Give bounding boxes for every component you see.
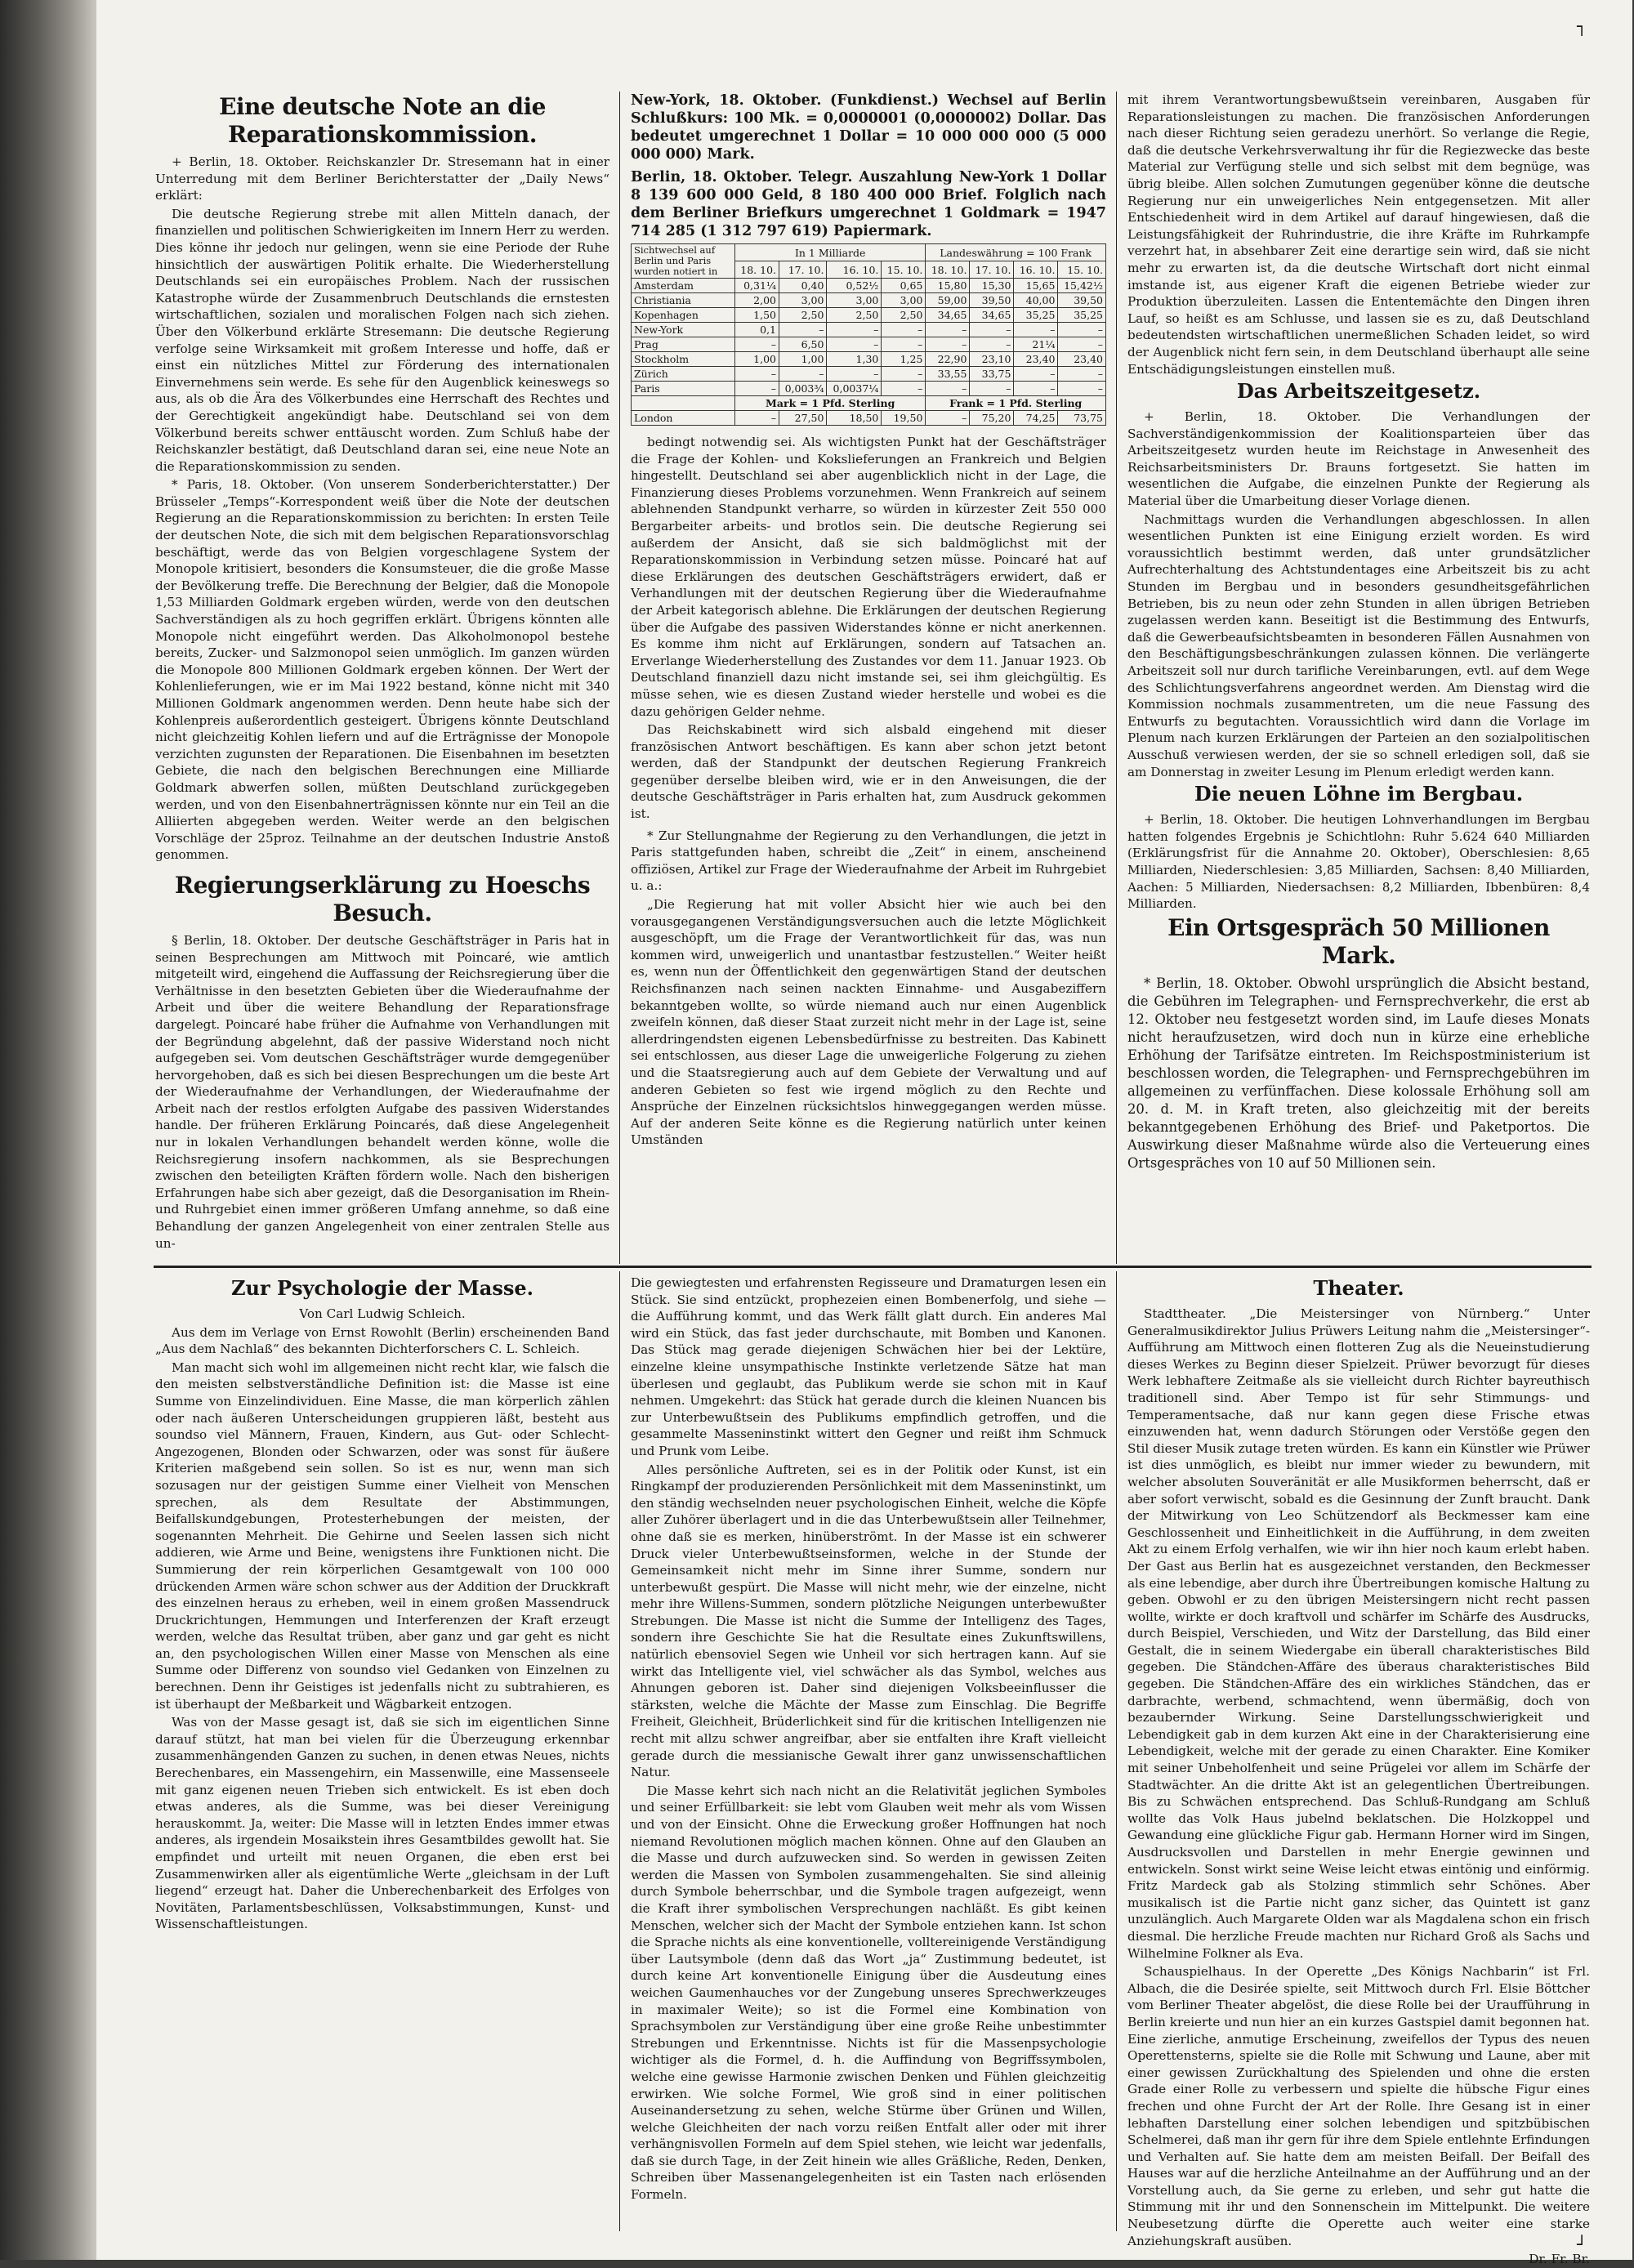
article-paragraph: + Berlin, 18. Oktober. Die heutigen Lohnverhandlungen im Bergbau hatten folgendes Ergebnis je Schichtlohn: Ruhr 5.624 640 Milliarden (Erklärungsfrist für die Annahme 20. Oktober), Oberschlesien: 8,65 Milliarden, Niederschlesien: 3,85 Milliarden, Sachsen: 8,40 Milliarden, Aachen: 5 Milliarden, Niedersachsen: 8,2 Milliarden, Ibbenbüren: 8,4 Milliarden. [1127,812,1590,912]
table-cell: – [827,337,882,352]
table-cell: 27,50 [779,411,827,426]
table-header-place: Sichtwechsel auf Berlin und Paris wurden notiert in [632,244,735,279]
article-paragraph: Stadttheater. „Die Meistersinger von Nürnberg.“ Unter Generalmusikdirektor Julius Prüwers Leitung nahm die „Meistersinger“-Aufführung am Mittwoch einen flotteren Zug als die Neueinstudierung dieses Werkes zu Beginn dieser Spielzeit. Prüwer bevorzugt für dieses Werk lebhaftere Zeitmaße als sie vielleicht durch Richter bayreuthisch traditionell sind. Aber Tempo ist für sehr Stimmungs- und Temperamentsache, daß nur kann gegen diese Frische etwas einzuwenden hat, wenn dadurch Störungen oder Verstöße gegen den Stil dieser Musik zutage treten würden. Es kann ein Künstler wie Prüwer ist dies unmöglich, es bleibt nur immer wieder zu bewundern, mit welcher absoluten Souveränität er alle Musikformen beherrscht, daß er aber sofort verwischt, sobald es die Gesinnung der Zunft braucht. Dank der Mitwirkung von Leo Schützendorf als Beckmesser kam eine Geschlossenheit und Einheitlichkeit in die Aufführung, in dem zweiten Akt zu einem Erfolg verhalfen, wie wir ihn hier noch kaum erlebt haben. Der Gast aus Berlin hat es ausgezeichnet verstanden, den Beckmesser als eine lebendige, aber durch ihre Übertreibungen komische Haltung zu geben. Obwohl er zu den übrigen Meistersingern nicht recht passen wollte, wirkte er doch kraftvoll und schärfer im Schärfe des Ausdrucks, durch Beispiel, Verschieden, und Witz der Darstellung, das Bild einer Gestalt, die in seinem Wiedergabe ein überall charakteristisches Bild gegeben. Die Ständchen-Affäre des überaus charakteristisches Bild gegeben. Die Ständchen-Affäre des ein wirkliches Ständchen, das er darbrachte, werbend, schmachtend, wenn übermäßig, doch von bezaubernder Wirkung. Seine Darstellungsschwierigkeit und Lebendigkeit gab in dem kurzen Akt eine in der Charakterisierung eine Lebendigkeit, welche mit der gerade zu einen Charakter. Eine Komiker mit seiner Unbeholfenheit und seine Prügelei vor allem im Schärfe der Stadtwächter. An die dritte Akt ist an gelegentlichen Übertreibungen. Bis zu Schwächen entsprechend. Das Schluß-Rundgang am Schluß wollte das Volk Haus jubelnd beklatschen. Die Holzkoppel und Gewandung eine glückliche Figur gab. Hermann Horner wird im Singen, Ausdrucksvollen und Darstellen in mehr Energie gewinnen und entwickeln. Sonst wirkt seine Weise leicht etwas eintönig und einförmig. Fritz Mardeck gab als Stolzing stimmlich sehr Schönes. Aber musikalisch ist die Partie nicht ganz sicher, das Quintett ist ganz unzulänglich. Auch Margarete Olden war als Magdalena schon ein frisch diesmal. Die herzliche Freude machten nur Richard Groß als Sachs und Wilhelmine Folkner als Eva. [1127,1306,1590,1961]
feuilleton-divider [154,1266,1592,1268]
table-cell: 40,00 [1014,293,1058,308]
headline-working-hours: Das Arbeitszeitgesetz. [1236,379,1481,404]
article-paragraph: * Paris, 18. Oktober. (Von unserem Sonderberichterstatter.) Der Brüsseler „Temps“-Korrespondent weiß über die Note der deutschen Regierung an die Reparationskommission zu berichten: In ersten Teile der deutschen Note, die sich mit dem belgischen Reparationsvorschlag beschäftigt, werde das von Belgien vorgeschlagene System der Monopole kritisiert, besonders die Konsumsteuer, die die große Masse der Bevölkerung treffe. Die Berechnung der Belgier, daß die Monopole 1,53 Milliarden Goldmark ergeben würden, werde von den deutschen Sachverständigen als zu hoch gegriffen erklärt. Übrigens könnten alle Monopole nicht eingeführt werden. Das Alkoholmonopol bestehe bereits, Zucker- und Salzmonopol seien unmöglich. Im ganzen würden die Monopole 800 Millionen Goldmark ergeben können. Der Wert der Kohlenlieferungen, wie er im Mai 1922 bestand, könne nicht mit 340 Millionen Goldmark angenommen werden. Denn heute habe sich der Kohlenpreis außerordentlich gesteigert. Übrigens könnte Deutschland nicht gleichzeitig Kohlen liefern und auf die Erträgnisse der Monopole verzichten zugunsten der Reparationen. Die Eisenbahnen im besetzten Gebiete, die nach den belgischen Berechnungen eine Milliarde Goldmark abwerfen sollen, müßten Deutschland zurückgegeben werden, und von den Eisenbahnerträgnissen könnte nur ein Teil an die Alliierten abgegeben werden. Weiter werde an den belgischen Vorschläge der 25proz. Teilnahme an der deutschen Industrie Anstoß genommen. [155,477,609,863]
table-cell: 0,0037¼ [827,382,882,396]
column-1-politics [155,92,609,1261]
table-cell: – [735,382,779,396]
table-header-frank: Frank = 1 Pfd. Sterling [926,396,1106,411]
table-cell: 1,00 [735,352,779,367]
table-cell: Christiania [632,293,735,308]
table-cell: 19,50 [882,411,926,426]
article-paragraph: Nachmittags wurden die Verhandlungen abgeschlossen. In allen wesentlichen Punkten ist eine Einigung erzielt worden. Es wird voraussichtlich bestimmt werden, daß unter grundsätzlicher Aufrechterhaltung des Achtstundentages eine Arbeitszeit bis zu acht Stunden im Bergbau und in besonders gesundheitsgefährlichen Betrieben, bis zu neun oder zehn Stunden in allen übrigen Betrieben zugelassen werden kann. Beseitigt ist die Bestimmung des Entwurfs, daß die Gewerbeaufsichtsbeamten in besonderen Fällen Ausnahmen von den Beschäftigungsbeschränkungen zulassen können. Die verlängerte Arbeitszeit soll nur durch tarifliche Vereinbarungen, evtl. auf dem Wege des Schlichtungsverfahrens angeordnet werden. Am Dienstag wird die Kommission nochmals zusammentreten, um die neue Fassung des Entwurfs zu begutachten. Voraussichtlich wird dann die Vorlage im Plenum nach kurzen Erklärungen der Parteien an den sozialpolitischen Ausschuß verwiesen werden, der sie so schnell erledigen soll, daß sie am Donnerstag in zweiter Lesung im Plenum erledigt werden kann. [1127,511,1590,779]
article-paragraph: + Berlin, 18. Oktober. Reichskanzler Dr. Stresemann hat in einer Unterredung mit dem Berliner Berichterstatter der „Daily News“ erklärt: [155,154,609,203]
table-cell: 23,10 [970,352,1014,367]
table-cell: Stockholm [632,352,735,367]
table-cell: 35,25 [1058,308,1106,323]
column-rule-4 [1116,1271,1117,2231]
article-paragraph: Alles persönliche Auftreten, sei es in der Politik oder Kunst, ist ein Ringkampf der produzierenden Persönlichkeit mit dem Masseninstinkt, um den ständig wechselnden neuer psychologischen Einheit, welche die Köpfe aller Zuhörer überlagert und in die das Unterbewußtsein aller Teilnehmer, ohne daß sie es merken, hinüberströmt. In der Masse ist ein schwerer Druck vieler Unterbewußtseinsformen, welche in der Stunde der Gemeinsamkeit nicht mehr im Sinne ihrer Summe, sondern nur unterbewußt gespürt. Die Masse will nicht mehr, wie der einzelne, nicht mehr ihre Willens-Summen, sondern plötzliche Neigungen unterbewußter Strebungen. Die Masse ist nicht die Summe der Intelligenz des Tages, sondern ihre Geschichte Sie hat die Resultate eines Zukunftswillens, natürlich ebensoviel Segen wie Unheil vor sich hertragen kann. Auf sie wirkt das Intelligente viel, viel schwächer als das Symbol, welches aus Ahnungen geboren ist. Daher sind diejenigen Volksbeeinflusser die stärksten, welche die Mächte der Masse zum Einschlag. Die Begriffe Freiheit, Gleichheit, Brüderlichkeit sind für die kritischen Intelligenzen nie recht mit allzu schwer angreifbar, aber sie entfalten ihre Kraft vielleicht gerade durch die messianische Gewalt ihrer ganz unwissenschaftlichen Natur. [631,1462,1106,1780]
article-paragraph: Die gewiegtesten und erfahrensten Regisseure und Dramaturgen lesen ein Stück. Sie sind entzückt, prophezeien einen Bombenerfolg, und siehe — die Aufführung kommt, und das Werk fällt glatt durch. Ein anderes Mal wird ein Stück, das fast jeder durchschaute, mit Bomben und Kanonen. Das Stück mag gerade diejenigen Schwächen hier bei der Lektüre, einzelne kleine unsympathische Instinkte verletzende Sätze hat man überlesen und geglaubt, das Publikum werde sie schon mit in Kauf nehmen. Umgekehrt: das Stück hat gerade durch die kleinen Nuancen bis zur Unterbewußtsein des Publikums empfindlich getroffen, und die gesammelte Masseninstinkt wittert den Gegner und reißt ihm Schmuck und Prunk vom Leibe. [631,1275,1106,1458]
source-note: Aus dem im Verlage von Ernst Rowohlt (Berlin) erscheinenden Band „Aus dem Nachlaß“ des bekannten Dichterforschers C. L. Schleich. [155,1324,609,1357]
table-cell: 21¼ [1014,337,1058,352]
table-cell: 15,65 [1014,279,1058,293]
table-cell: 39,50 [1058,293,1106,308]
table-cell: 6,50 [779,337,827,352]
feuilleton-column-1 [155,1275,609,2232]
table-row [632,308,1106,323]
headline-phone-call: Ein Ortsgespräch 50 Millionen Mark. [1167,913,1550,969]
table-cell: 15,30 [970,279,1014,293]
table-cell: 22,90 [926,352,970,367]
table-cell: 1,00 [779,352,827,367]
table-row [632,337,1106,352]
table-date: 17. 10. [970,261,1014,279]
table-cell: 0,40 [779,279,827,293]
table-date: 18. 10. [735,261,779,279]
table-cell: 23,40 [1014,352,1058,367]
registration-mark-top: ┐ [1577,16,1587,36]
table-cell: – [827,323,882,337]
table-cell: 1,25 [882,352,926,367]
table-date: 17. 10. [779,261,827,279]
table-cell: 59,00 [926,293,970,308]
table-cell: Amsterdam [632,279,735,293]
table-cell: 39,50 [970,293,1014,308]
article-paragraph: „Die Regierung hat mit voller Absicht hier wie auch bei den vorausgegangenen Verständigungsversuchen auch die letzte Möglichkeit ausgeschöpft, um die Frage der Verantwortlichkeit für das, was nun kommen wird, unweigerlich und unantastbar festzustellen.“ Weiter heißt es, wenn nun der Öffentlichkeit den gegenwärtigen Stand der deutschen Reichsfinanzen nach seinen nackten Einnahme- und Ausgabeziffern bekanntgeben wollte, so würde niemand auch nur einen Augenblick zweifeln können, daß dieser Staat zurzeit nicht mehr in der Lage ist, seine allerdringendsten eigenen Lebensbedürfnisse zu bestreiten. Das Kabinett sei entschlossen, aus dieser Lage die unweigerliche Folgerung zu ziehen und die Staatsregierung auch auf dem Gebiete der Verwaltung und auf anderen Gebieten so fest wie irgend möglich zu den Rechte und Ansprüche der Einzelnen rücksichtslos hinweggegangen werden müsse. Auf der anderen Seite könne es die Regierung natürlich unter keinen Umständen [631,897,1106,1148]
table-cell: – [735,411,779,426]
table-cell: – [779,323,827,337]
table-cell: – [970,382,1014,396]
table-cell: – [1014,367,1058,382]
exchange-newyork: New-York, 18. Oktober. (Funkdienst.) Wechsel auf Berlin Schlußkurs: 100 Mk. = 0,0000001 (0,0000002) Dollar. Das bedeutet umgerechnet 1 Dollar = 10 000 000 000 (5 000 000 000) Mark. [631,92,1106,163]
table-cell: 74,25 [1014,411,1058,426]
article-paragraph: * Berlin, 18. Oktober. Obwohl ursprünglich die Absicht bestand, die Gebühren im Telegraphen- und Fernsprechverkehr, die erst ab 12. Oktober neu festgesetzt worden sind, im Laufe dieses Monats nicht heraufzusetzen, wird doch nun in kürze eine erhebliche Erhöhung der Tarifsätze eintreten. Im Reichspostministerium ist beschlossen worden, die Telegraphen- und Fernsprechgebühren im allgemeinen zu verfünffachen. Diese kolossale Erhöhung soll am 20. d. M. in Kraft treten, also gleichzeitig mit der bereits bekanntgegebenen Erhöhung des Brief- und Paketportos. Die Auswirkung dieser Maßnahme würde also die Verteuerung eines Ortsgespräches von 10 auf 50 Millionen sein. [1127,975,1590,1171]
table-cell: 35,25 [1014,308,1058,323]
table-cell: – [926,382,970,396]
table-cell: – [735,337,779,352]
table-cell: 0,31¼ [735,279,779,293]
article-paragraph: Schauspielhaus. In der Operette „Des Königs Nachbarin“ ist Frl. Albach, die die Desirée spielte, seit Mittwoch durch Frl. Elsie Böttcher vom Berliner Theater abgelöst, die diese Rolle bei der Uraufführung in Berlin kreierte und nun hier an ein kurzes Gastspiel damit begonnen hat. Eine zierliche, anmutige Erscheinung, zweifellos der Typus des neuen Operettensterns, spielte sie die Rolle mit Schwung und Laune, aber mit einer gewissen Zurückhaltung des Spielenden und ohne die ersten Grade einer Rolle zu verbessern und spielte die hübsche Figur eines frechen und ohne Furcht der Art der Rolle. Ihre Gesang ist in einer lebhaften Darstellung einer solchen lebendigen und spitzbübischen Schelmerei, daß man ihr gern für ihre dem Spiele entlehnte Erfindungen und Verhalten auf. Sie hatte dem am meisten Beifall. Der Beifall des Hauses war auf die herzliche Anteilnahme an der Aufführung und an der Vorstellung auch, da Sie gerne zu erleben, und sehr gut hatte die Stimmung mit ihr und den Sonnenschein im Mittelpunkt. Die weitere Neubesetzung dürfte die Operette auch weiter eine starke Anziehungskraft ausüben. [1127,1964,1590,2248]
table-cell: London [632,411,735,426]
column-rule-2 [1116,92,1117,1264]
table-cell: – [735,367,779,382]
exchange-berlin: Berlin, 18. Oktober. Telegr. Auszahlung New-York 1 Dollar 8 139 600 000 Geld, 8 180 400 000 Brief. Folglich nach dem Berliner Briefkurs umgerechnet 1 Goldmark = 1947 714 285 (1 312 797 619) Papiermark. [631,169,1106,239]
table-row-london [632,411,1106,426]
table-row [632,352,1106,367]
table-cell: 0,65 [882,279,926,293]
table-cell: 3,00 [827,293,882,308]
column-rule-3 [619,1271,620,2231]
table-cell: 0,1 [735,323,779,337]
table-cell: – [882,323,926,337]
table-cell: 34,65 [926,308,970,323]
table-cell: – [882,367,926,382]
table-cell: 1,30 [827,352,882,367]
column-3-news [1127,92,1590,1261]
table-cell: – [970,337,1014,352]
article-paragraph: Man macht sich wohl im allgemeinen nicht recht klar, wie falsch die den meisten selbstverständliche Definition ist: die Masse ist eine Summe von Einzelindividuen. Eine Masse, die man körperlich zählen oder nach äußeren Unterscheidungen gruppieren läßt, besteht aus soundso viel Männern, Frauen, Kindern, aus Gut- oder Schlecht-Angezogenen, Blonden oder Schwarzen, oder was sonst für äußere Kriterien maßgebend sein sollen. So ist es nur, wenn man sich sozusagen nur der geistigen Summe einer Vielheit von Menschen sprechen, als dem Resultate der Abstimmungen, Beifallskundgebungen, Protesterhebungen der meisten, der sogenannten Mehrheit. Die Gehirne und Seelen lassen sich nicht addieren, wie Arme und Beine, wenigstens ihre Funktionen nicht. Die Summierung der rein körperlichen Gesamtgewalt von 100 000 drückenden Armen wäre schon schwer aus der Addition der Druckkraft des einzelnen heraus zu erheben, weil in einem großen Massendruck Druckrichtungen, Hemmungen und Interferenzen der Kraft erzeugt werden, welche das Resultat trüben, aber ganz und gar geht es nicht an, den psychologischen Willen einer Masse von Menschen als eine Summe oder Differenz von soundso viel Gedanken von Einzelnen zu berechnen. Denn ihr Geistiges ist jedenfalls nicht zu subtrahieren, es ist überhaupt der Meßbarkeit und Wägbarkeit entzogen. [155,1359,609,1712]
table-cell: 3,00 [779,293,827,308]
table-cell: Paris [632,382,735,396]
table-cell: 2,50 [779,308,827,323]
article-paragraph: bedingt notwendig sei. Als wichtigsten Punkt hat der Geschäftsträger die Frage der Kohlen- und Kokslieferungen an Frankreich und Belgien hingestellt. Deutschland sei aber augenblicklich nicht in der Lage, die Finanzierung dieses Problems vorzunehmen. Wenn Frankreich auf seinem ablehnenden Standpunkt verharre, so würden in kürzester Zeit 550 000 Bergarbeiter arbeits- und brotlos sein. Die deutsche Regierung sei außerdem der Ansicht, daß sie sich baldmöglichst mit der Reparationskommission in Verbindung setzen müsse. Poincaré hat auf diese Erklärungen des deutschen Geschäftsträgers erwidert, daß er Verhandlungen mit der deutschen Regierung über die Wiederaufnahme der Arbeit kategorisch ablehne. Die Erklärungen der deutschen Regierung über die Aufgabe des passiven Widerstandes könne er nicht anerkennen. Es komme ihm nicht auf Erklärungen, sondern auf Tatsachen an. Erverlange Wiederherstellung des Zustandes vor dem 11. Januar 1923. Ob Deutschland finanziell dazu nicht imstande sei, sei ihm gleichgültig. Es müsse sehen, wie es diesen Zustand wieder herstelle und wobei es die dazu gehörigen Gelder nehme. [631,435,1106,719]
table-cell: – [926,411,970,426]
table-cell: – [827,367,882,382]
table-cell: – [926,337,970,352]
table-header-billion: In 1 Milliarde [735,244,926,261]
table-cell: Kopenhagen [632,308,735,323]
table-cell: 0,003¾ [779,382,827,396]
table-date: 16. 10. [1014,261,1058,279]
table-cell: – [1058,337,1106,352]
table-cell: – [882,382,926,396]
table-date: 18. 10. [926,261,970,279]
table-cell: – [1058,323,1106,337]
table-cell: 15,42½ [1058,279,1106,293]
table-header-currency: Landeswährung = 100 Frank [926,244,1106,261]
exchange-rate-table [631,243,1106,426]
table-cell: New-York [632,323,735,337]
article-paragraph: Was von der Masse gesagt ist, daß sie sich im eigentlichen Sinne darauf stützt, hat man bei vielen für die Überzeugung erkennbar zusammenhängenden Ganzen zu suchen, in denen etwas Neues, nichts Berechenbares, ein Massengehirn, ein Massenwille, eine Massenseele mit ganz eigenen neuen Trieben sich entwickelt. Es ist eben doch etwas anderes, als die Summe, was bei dieser Vereinigung herauskommt. Ja, weiter: Die Masse will in letzten Endes immer etwas anderes, als irgendein Mosaikstein ihres Gesamtbildes gewollt hat. Sie empfindet und urteilt mit neuen Organen, die eben erst bei Zusammenwirken aller als eigentümliche Werte „gleichsam in der Luft liegend“ erzeugt hat. Daher die Unberechenbarkeit des Erfolges von Novitäten, Parlamentsbeschlüssen, Volksabstimmungen, Kunst- und Wissenschaftleistungen. [155,1715,609,1932]
table-cell: – [1014,382,1058,396]
table-cell: – [1014,323,1058,337]
table-date: 16. 10. [827,261,882,279]
table-header-mark: Mark = 1 Pfd. Sterling [735,396,926,411]
table-cell: – [1058,382,1106,396]
table-row [632,382,1106,396]
table-cell: 75,20 [970,411,1014,426]
table-cell: 33,75 [970,367,1014,382]
book-binding [0,0,96,2260]
table-cell: 0,52½ [827,279,882,293]
article-paragraph: + Berlin, 18. Oktober. Die Verhandlungen der Sachverständigenkommission der Koalitionsparteien über das Arbeitszeitgesetz wurden heute im Reichstage in Anwesenheit des Reichsarbeitsministers Dr. Brauns fortgesetzt. Sie hatten im wesentlichen die Aufgabe, die einzelnen Punkte der Regierung als Material über die Umarbeitung dieser Vorlage dienen. [1127,409,1590,509]
article-paragraph: Die Masse kehrt sich nach nicht an die Relativität jeglichen Symboles und seiner Erfüllbarkeit: sie lebt vom Glauben weit mehr als vom Wissen und von der Einsicht. Ohne die Erweckung großer Hoffnungen hat noch niemand Revolutionen möglich machen können. Ohne auf den Glauben an die Masse und durch aufzuwecken sind. So werden in gewissen Zeiten werden die Massen von Symbolen zusammengehalten. Sie sind alleinig durch Symbole beherrschbar, und die Symbole tragen aufgezeigt, wenn die Kraft ihrer symbolischen Versprechungen nachläßt. Es gibt keinen Menschen, welcher sich der Macht der Symbole entziehen kann. Ist schon die Sprache nichts als eine konventionelle, volltereinigende Verständigung über Lautsymbole (denn daß das Wort „ja“ Zustimmung bedeutet, ist durch keine Art konventionelle Einigung über die Ausdeutung eines weichen Gaumenhauches vor der Zungebung unseres Sprechwerkzeuges in maximaler Weite); so ist die Formel eine Kombination von Sprachsymbolen zur Verständigung über eine große Reihe unbestimmter Strebungen und Erkenntnisse. Nichts ist für die Massenpsychologie wichtiger als die Formel, d. h. die Auffindung von Begriffssymbolen, welche eine gewisse Harmonie zwischen Denken und Fühlen gleichzeitig erwirken. Wie solche Formel, Wie groß sind in einer politischen Auseinandersetzung zu sehen, welche Stürme über Grünen und Willen, welche Gleichheiten der nach vorzu reißen Entfalt aller oder mit ihrer verhängnisvollen Formeln auf dem Spiel stehen, wie leicht war jedenfalls, daß sie durch Tage, in der Zeit hinein wie alles Gräßliche, Reden, Denken, Schreiben über Massenangelegenheiten ist ein Tasten nach erlösenden Formeln. [631,1783,1106,2203]
table-cell: Zürich [632,367,735,382]
table-cell: – [1058,367,1106,382]
table-cell: Prag [632,337,735,352]
table-cell: 2,00 [735,293,779,308]
headline-reparations-note: Eine deutsche Note an die Reparationskommission. [219,93,546,148]
table-date: 15. 10. [1058,261,1106,279]
table-row [632,323,1106,337]
theater-column [1127,1275,1590,2267]
article-paragraph: * Zur Stellungnahme der Regierung zu den Verhandlungen, die jetzt in Paris stattgefunden haben, schreibt die „Zeit“ in einem, anscheinend offiziösen, Artikel zur Frage der Wiederaufnahme der Arbeit im Ruhrgebiet u. a.: [631,828,1106,894]
table-cell: 18,50 [827,411,882,426]
table-row [632,279,1106,293]
table-cell: 73,75 [1058,411,1106,426]
registration-mark-bottom: ┘ [1577,2235,1587,2254]
article-paragraph: Die deutsche Regierung strebe mit allen Mitteln danach, der finanziellen und politischen Schwierigkeiten im Innern Herr zu werden. Dies könne ihr jedoch nur gelingen, wenn sie eine Periode der Ruhe hinsichtlich der auswärtigen Politik erhalte. Die Wiederherstellung Deutschlands sei ein europäisches Problem. Nach der russischen Katastrophe würde der Zusammenbruch Deutschlands die ernstesten wirtschaftlichen, sozialen und moralischen Folgen nach sich ziehen. Über den Völkerbund erklärte Stresemann: Die deutsche Regierung verfolge seine Wirksamkeit mit großem Interesse und hoffe, daß er einst ein nützliches Mittel zur Förderung des internationalen Einvernehmens sein werde. Es sehe für den Augenblick keineswegs so aus, als ob die Ära des Völkerbundes eine Herrschaft des Rechtes und der Gerechtigkeit angekündigt habe. Deutschland sei von dem Völkerbund bereits schwer enttäuscht worden. Zum Schluß habe der Reichskanzler bestätigt, daß Deutschland daran sei, eine neue Note an die Reparationskommission zu senden. [155,206,609,474]
table-cell: 2,50 [827,308,882,323]
table-cell: 15,80 [926,279,970,293]
table-cell: 3,00 [882,293,926,308]
article-paragraph: mit ihrem Verantwortungsbewußtsein vereinbaren, Ausgaben für Reparationsleistungen zu machen. Die französischen Anforderungen nach dieser Richtung seien geradezu unerhört. So verlange die Regie, daß die deutsche Verkehrsverwaltung ihr für die Regiezwecke das beste Material zur Verfügung stelle und sich selbst mit dem begnüge, was übrig bleibe. Allen solchen Zumutungen gegenüber könne die deutsche Regierung nur ein unweigerliches Nein entgegensetzen. Mit aller Entschiedenheit wird in dem Artikel auf darauf hingewiesen, daß die Leistungsfähigkeit der Ruhrindustrie, die ihre Kräfte im Ruhrkampfe verzehrt hat, in absehbarer Zeit eine derartige sein wird, daß sie nicht mehr zu erwarten ist, da die deutsche Wirtschaft dort nicht einmal imstande ist, aus eigener Kraft die eigenen Betriebe wieder zur Produktion überzuleiten. Lassen die Ententemächte den Dingen ihren Lauf, so heißt es am Schlusse, und lassen sie es zu, daß Deutschland bedeutendsten wirtschaftlichen unermeßlichen Schaden leidet, so wird der Augenblick nicht fern sein, in dem Deutschland überhaupt alle seine Entschädigungsleistungen einstellen muß. [1127,92,1590,377]
table-cell: 34,65 [970,308,1014,323]
table-cell: – [926,323,970,337]
table-cell: – [779,367,827,382]
column-2-exchange [631,92,1106,1261]
feuilleton-column-2 [631,1275,1106,2232]
author-signature: Dr. Fr. Br. [1529,2252,1590,2267]
newspaper-page [96,0,1632,2267]
table-row [632,367,1106,382]
table-cell: 2,50 [882,308,926,323]
table-cell: – [882,337,926,352]
headline-mass-psychology: Zur Psychologie der Masse. [230,1276,534,1300]
table-cell: 23,40 [1058,352,1106,367]
table-cell: 1,50 [735,308,779,323]
byline: Von Carl Ludwig Schleich. [299,1306,466,1321]
article-paragraph: § Berlin, 18. Oktober. Der deutsche Geschäftsträger in Paris hat in seinen Besprechungen am Mittwoch mit Poincaré, wie amtlich mitgeteilt wird, eingehend die Auffassung der Reichsregierung über die Verhältnisse in den besetzten Gebieten über die Wiederaufnahme der Arbeit und über die weitere Behandlung der Reparationsfrage dargelegt. Poincaré habe früher die Aufnahme von Verhandlungen mit der Begründung abgelehnt, daß der passive Widerstand noch nicht aufgegeben sei. Vom deutschen Geschäftsträger wurde demgegenüber hervorgehoben, daß es sich bei diesen Besprechungen um die beste Art der Wiederaufnahme der Verhandlungen, der Wiederaufnahme der Arbeit nach der restlos erfolgten Aufgabe des passiven Widerstandes handle. Der früheren Erklärung Poincarés, daß diese Angelegenheit nur in lokalen Verhandlungen behandelt werden könne, wolle die Reichsregierung insofern nachkommen, als sie Besprechungen zwischen den beteiligten Kräften fördern wolle. Nach den bisherigen Erfahrungen habe sich aber gezeigt, daß die Desorganisation im Rhein- und Ruhrgebiet einen immer größeren Umfang annehme, so daß eine Behandlung der ganzen Angelegenheit von einer zentralen Stelle aus un- [155,932,609,1251]
table-cell: 33,55 [926,367,970,382]
table-date: 15. 10. [882,261,926,279]
headline-mining-wages: Die neuen Löhne im Bergbau. [1194,782,1524,806]
column-rule-1 [619,92,620,1264]
table-cell: – [970,323,1014,337]
article-paragraph: Das Reichskabinett wird sich alsbald eingehend mit dieser französischen Antwort beschäftigen. Es kann aber schon jetzt betont werden, daß der Standpunkt der deutschen Regierung Frankreich gegenüber derselbe bleiben wird, wie er in den Anweisungen, die der deutsche Geschäftsträger in Paris erhalten hat, zum Ausdruck gekommen ist. [631,722,1106,822]
headline-theater: Theater. [1313,1276,1404,1300]
table-row [632,293,1106,308]
headline-hoesch-visit: Regierungserklärung zu Hoeschs Besuch. [174,871,591,926]
